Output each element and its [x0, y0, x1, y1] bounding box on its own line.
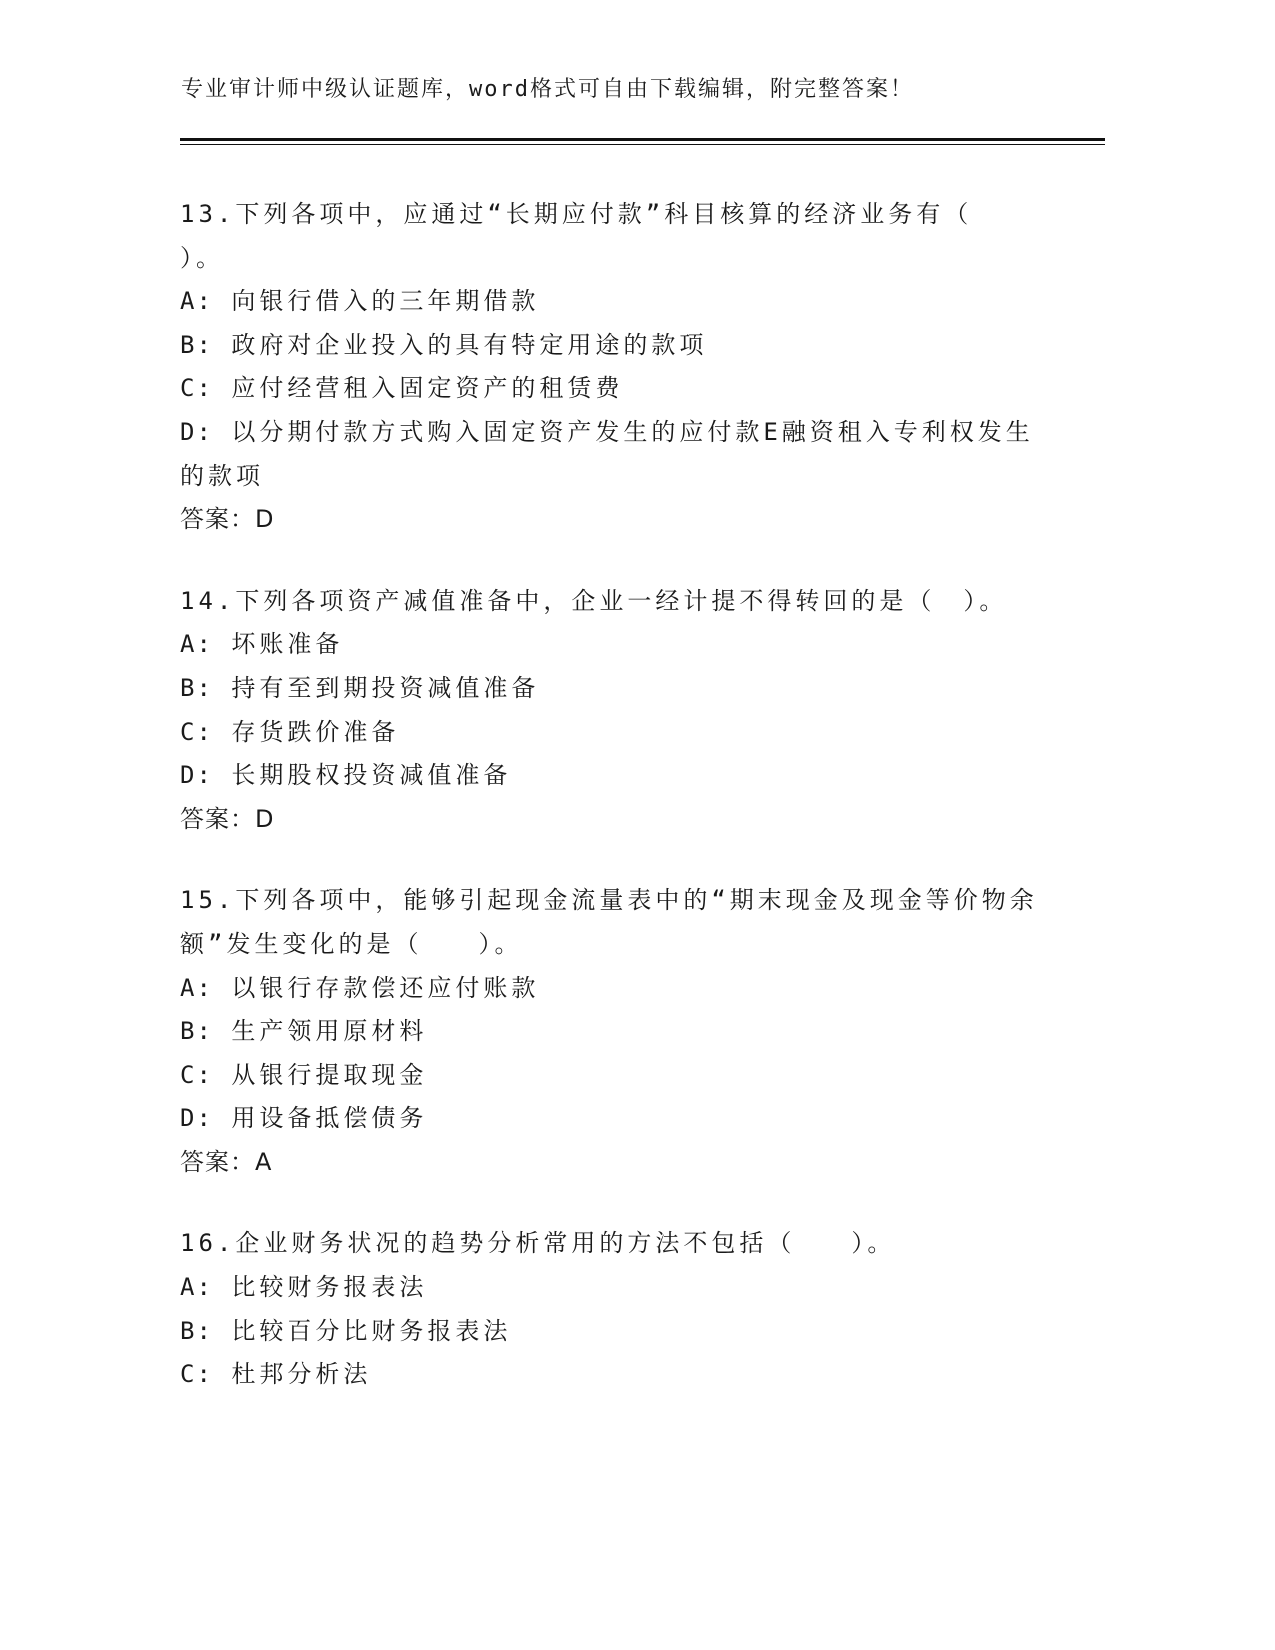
- option-d: [180, 1097, 1040, 1141]
- option-label: C:: [180, 717, 213, 746]
- option-a: [180, 967, 1040, 1011]
- option-label: A:: [180, 630, 213, 659]
- option-text: 存货跌价准备: [231, 717, 400, 746]
- question-16: [180, 1222, 1040, 1396]
- option-label: C:: [180, 1360, 213, 1389]
- option-label: B:: [180, 1316, 213, 1345]
- option-label: A:: [180, 287, 213, 316]
- option-text: 以分期付款方式购入固定资产发生的应付款E融资租入专利权发生: [231, 417, 1034, 446]
- option-c: [180, 1054, 1040, 1098]
- option-b: [180, 1010, 1040, 1054]
- stem-line: 16.企业财务状况的趋势分析常用的方法不包括（ ）。: [180, 1229, 896, 1258]
- option-label: B:: [180, 673, 213, 702]
- option-d: [180, 754, 1040, 798]
- option-a: [180, 623, 1040, 667]
- option-c: [180, 1353, 1040, 1397]
- question-13: [180, 193, 1040, 542]
- option-text: 以银行存款偿还应付账款: [231, 973, 540, 1002]
- question-list: [180, 193, 1040, 1435]
- option-text: 持有至到期投资减值准备: [231, 673, 540, 702]
- option-text: 长期股权投资减值准备: [231, 761, 512, 790]
- option-text: 政府对企业投入的具有特定用途的款项: [231, 330, 708, 359]
- answer: 答案：D: [180, 804, 275, 833]
- option-text: 用设备抵偿债务: [231, 1104, 428, 1133]
- option-label: D:: [180, 761, 213, 790]
- header-rule-thin: [180, 144, 1105, 145]
- question-stem: [180, 580, 1040, 624]
- stem-line: ）。: [180, 243, 224, 272]
- header-rule-thick: [180, 138, 1105, 141]
- option-c: [180, 711, 1040, 755]
- option-label: A:: [180, 1273, 213, 1302]
- option-label: C:: [180, 1060, 213, 1089]
- question-15: [180, 879, 1040, 1184]
- option-label: B:: [180, 330, 213, 359]
- option-text: 应付经营租入固定资产的租赁费: [231, 374, 624, 403]
- option-label: A:: [180, 973, 213, 1002]
- option-text: 坏账准备: [231, 630, 344, 659]
- question-stem: [180, 193, 1040, 280]
- option-a: [180, 280, 1040, 324]
- option-b: [180, 324, 1040, 368]
- option-text: 比较财务报表法: [231, 1273, 428, 1302]
- option-label: D:: [180, 417, 213, 446]
- stem-line: 14.下列各项资产减值准备中，企业一经计提不得转回的是（ ）。: [180, 586, 1008, 615]
- option-label: B:: [180, 1017, 213, 1046]
- stem-line: 15.下列各项中，能够引起现金流量表中的“期末现金及现金等价物余: [180, 886, 1038, 915]
- option-label: D:: [180, 1104, 213, 1133]
- page-header: 专业审计师中级认证题库，word格式可自由下载编辑，附完整答案！: [181, 77, 914, 102]
- option-b: [180, 667, 1040, 711]
- option-text: 杜邦分析法: [231, 1360, 372, 1389]
- answer: 答案：D: [180, 505, 275, 534]
- answer: 答案：A: [180, 1147, 273, 1176]
- question-stem: [180, 879, 1040, 966]
- option-text: 向银行借入的三年期借款: [231, 287, 540, 316]
- option-d-continuation: 的款项: [180, 461, 264, 490]
- option-label: C:: [180, 374, 213, 403]
- stem-line: 13.下列各项中，应通过“长期应付款”科目核算的经济业务有（: [180, 200, 973, 228]
- option-a: [180, 1266, 1040, 1310]
- option-text: 比较百分比财务报表法: [231, 1316, 512, 1345]
- stem-line: 额”发生变化的是（ ）。: [180, 929, 523, 958]
- option-c: [180, 367, 1040, 411]
- option-text: 生产领用原材料: [231, 1017, 428, 1046]
- option-d: [180, 411, 1040, 455]
- option-text: 从银行提取现金: [231, 1060, 428, 1089]
- question-14: [180, 580, 1040, 842]
- question-stem: [180, 1222, 1040, 1266]
- option-b: [180, 1310, 1040, 1354]
